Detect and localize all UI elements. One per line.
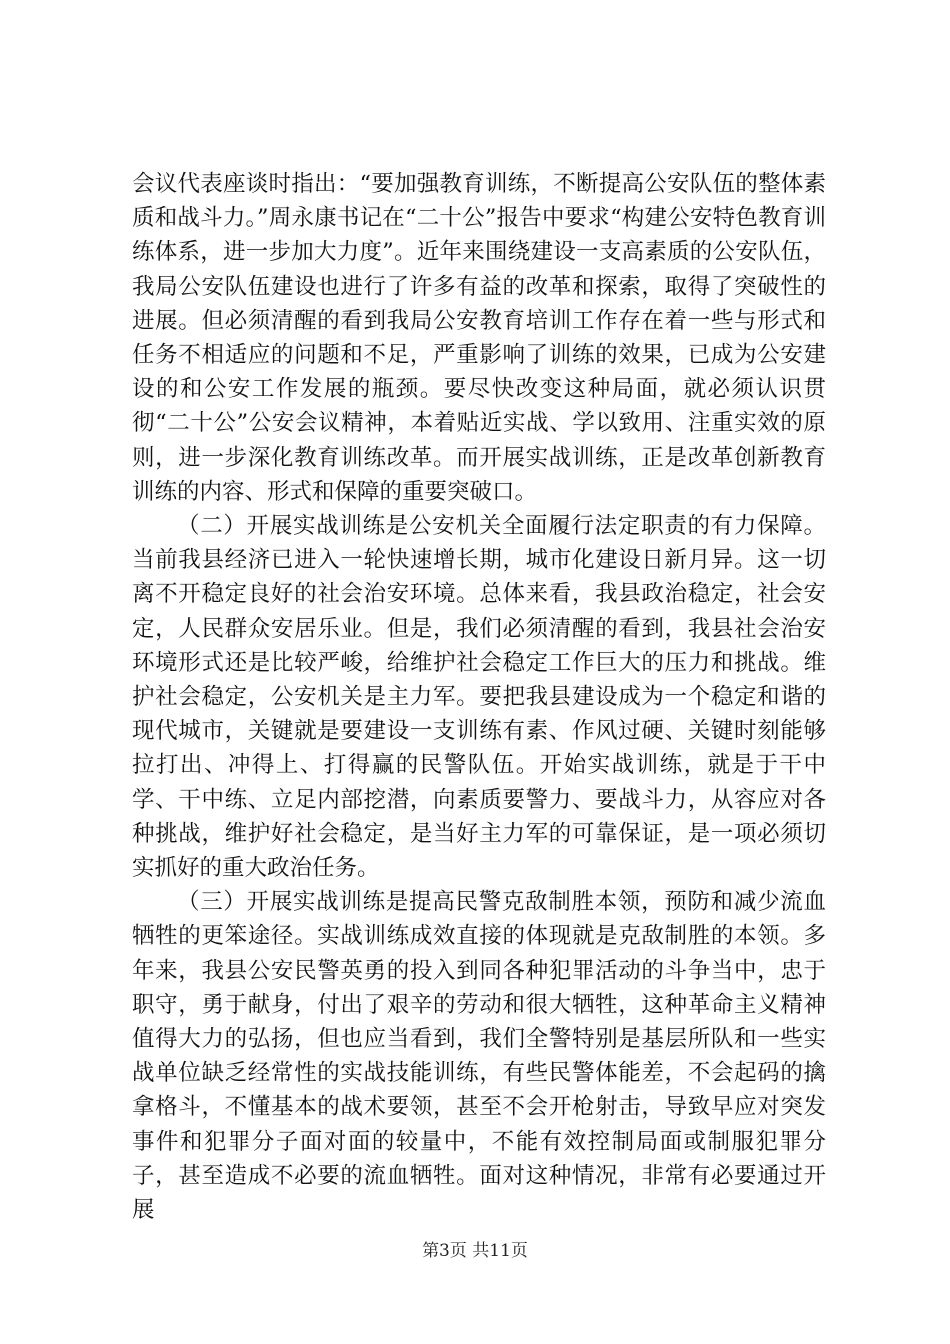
paragraph-3: （三）开展实战训练是提高民警克敌制胜本领，预防和减少流血牺牲的更笨途径。实战训练成效直接的体现就是克敌制胜的本领。多年来，我县公安民警英勇的投入到同各种犯罪活动的斗争当中，忠于职守，勇于献身，付出了艰辛的劳动和很大牺牲，这种革命主义精神值得大力的弘扬，但也应当看到，我们全警特别是基层所队和一些实战单位缺乏经常性的实战技能训练，有些民警体能差，不会起码的擒拿格斗，不懂基本的战术要领，甚至不会开枪射击，导致早应对突发事件和犯罪分子面对面的较量中，不能有效控制局面或制服犯罪分子，甚至造成不必要的流血牺牲。面对这种情况，非常有必要通过开展 bbox=[132, 889, 826, 1224]
paragraph-2: （二）开展实战训练是公安机关全面履行法定职责的有力保障。当前我县经济已进入一轮快速增长期，城市化建设日新月异。这一切离不开稳定良好的社会治安环境。总体来看，我县政治稳定，社会安定，人民群众安居乐业。但是，我们必须清醒的看到，我县社会治安环境形式还是比较严峻，给维护社会稳定工作巨大的压力和挑战。维护社会稳定，公安机关是主力军。要把我县建设成为一个稳定和谐的现代城市，关键就是要建设一支训练有素、作风过硬、关键时刻能够拉打出、冲得上、打得赢的民警队伍。开始实战训练，就是于干中学、干中练、立足内部挖潜，向素质要警力、要战斗力，从容应对各种挑战，维护好社会稳定，是当好主力军的可靠保证，是一项必须切实抓好的重大政治任务。 bbox=[132, 513, 826, 882]
paragraph-1: 会议代表座谈时指出：“要加强教育训练，不断提高公安队伍的整体素质和战斗力。”周永康书记在“二十公”报告中要求“构建公安特色教育训练体系，进一步加大力度”。近年来围绕建设一支高素质的公安队伍，我局公安队伍建设也进行了许多有益的改革和探索，取得了突破性的进展。但必须清醒的看到我局公安教育培训工作存在着一些与形式和任务不相适应的问题和不足，严重影响了训练的效果，已成为公安建设的和公安工作发展的瓶颈。要尽快改变这种局面，就必须认识贯彻“二十公”公安会议精神，本着贴近实战、学以致用、注重实效的原则，进一步深化教育训练改革。而开展实战训练，正是改革创新教育训练的内容、形式和保障的重要突破口。 bbox=[132, 171, 826, 505]
page-footer: 第3页 共11页 bbox=[422, 1241, 528, 1261]
document-body bbox=[132, 167, 826, 1227]
